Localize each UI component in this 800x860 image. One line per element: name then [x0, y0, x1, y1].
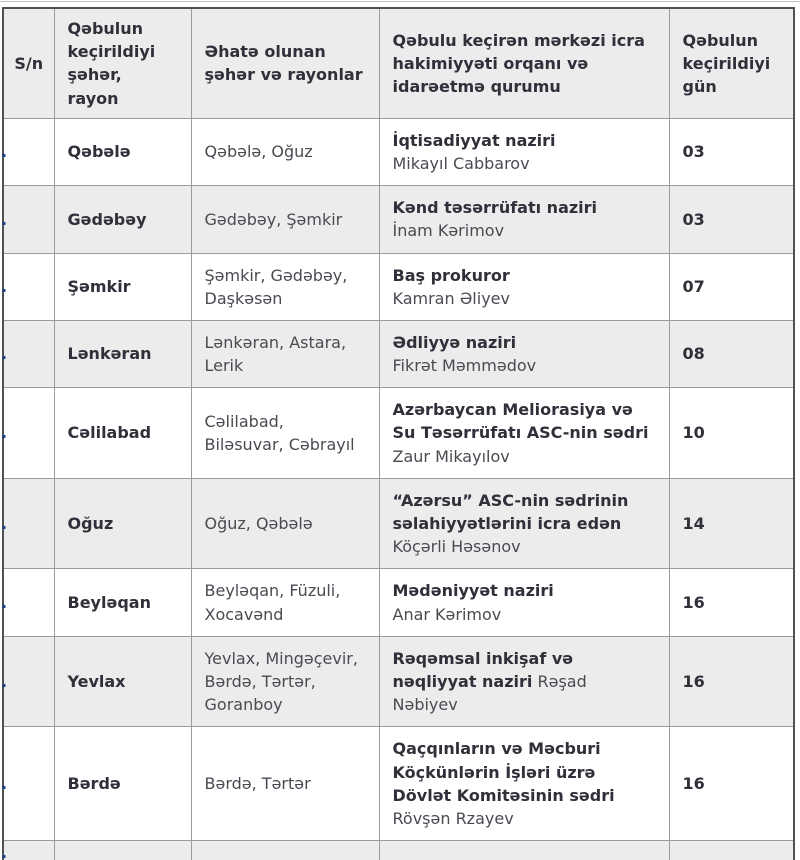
row-number-link[interactable]: . [1, 142, 8, 162]
top-divider [0, 1, 800, 2]
table-row [3, 569, 794, 636]
official-name: İnam Kərimov [392, 221, 505, 241]
cell-sn [3, 320, 54, 387]
cell-authority [379, 388, 669, 479]
covered-districts-label: Şəmkir, Gədəbəy, Daşkəsən [204, 265, 348, 308]
official-name: Kamran Əliyev [392, 288, 510, 308]
table-row [3, 186, 794, 253]
cell-covered-districts [191, 118, 379, 185]
reception-city-label: Yevlax [67, 671, 126, 691]
covered-districts-label: Cəlilabad, Biləsuvar, Cəbrayıl [204, 411, 355, 455]
cell-sn [3, 186, 54, 253]
cell-authority [379, 186, 669, 253]
cell-reception-city [54, 727, 191, 841]
row-number-link[interactable]: . [1, 277, 8, 297]
cell-covered-districts [191, 569, 379, 636]
official-name: Anar Kərimov [392, 604, 502, 624]
cell-authority [379, 727, 669, 841]
table-row-partial [3, 841, 794, 860]
row-number-link[interactable]: . [1, 344, 8, 364]
page [0, 7, 800, 860]
reception-day-label: 03 [682, 142, 705, 162]
cell-reception-day [669, 478, 794, 569]
reception-day-label: 08 [682, 344, 705, 364]
cell-reception-city [54, 636, 191, 727]
official-name: Zaur Mikayılov [392, 446, 510, 466]
partial-cell [669, 841, 794, 860]
reception-day-label: 16 [682, 592, 705, 612]
row-number-link[interactable]: . [1, 671, 8, 691]
cell-sn [3, 727, 54, 841]
official-name: Mikayıl Cabbarov [392, 153, 530, 173]
row-number-link[interactable]: . [1, 592, 8, 612]
cell-authority [379, 478, 669, 569]
cell-reception-day [669, 186, 794, 253]
header-cell-reception-city: Qəbulun keçirildiyi şəhər, rayon [54, 8, 191, 118]
row-number-link[interactable]: . [1, 774, 8, 794]
covered-districts-label: Yevlax, Mingəçevir, Bərdə, Tərtər, Goranboy [204, 648, 358, 715]
cell-covered-districts [191, 253, 379, 320]
official-title: “Azərsu” ASC-nin sədrinin səlahiyyətlərini icra edən [392, 490, 629, 533]
official-name: Köçərli Həsənov [392, 537, 521, 557]
cell-reception-day [669, 636, 794, 727]
reception-day-label: 07 [682, 277, 705, 297]
official-title: İqtisadiyyat naziri [392, 130, 556, 150]
reception-city-label: Qəbələ [67, 142, 131, 162]
cell-reception-city [54, 253, 191, 320]
table-row [3, 388, 794, 479]
cell-authority [379, 320, 669, 387]
cell-reception-city [54, 118, 191, 185]
header-cell-reception-day: Qəbulun keçirildiyi gün [669, 8, 794, 118]
cell-sn [3, 478, 54, 569]
table-row [3, 320, 794, 387]
cell-sn [3, 388, 54, 479]
table-row [3, 478, 794, 569]
covered-districts-label: Oğuz, Qəbələ [204, 514, 313, 533]
cell-authority [379, 569, 669, 636]
partial-cell-sn [3, 841, 54, 860]
covered-districts-label: Gədəbəy, Şəmkir [204, 209, 343, 229]
cell-covered-districts [191, 388, 379, 479]
official-title: Mədəniyyət naziri [392, 581, 554, 601]
official-name: Fikrət Məmmədov [392, 356, 537, 376]
cell-reception-city [54, 186, 191, 253]
reception-city-label: Lənkəran [67, 344, 152, 364]
cell-covered-districts [191, 636, 379, 727]
row-number-link[interactable]: . [1, 423, 8, 443]
reception-schedule-table [2, 7, 795, 860]
cell-sn [3, 118, 54, 185]
reception-day-label: 16 [682, 671, 705, 691]
partial-cell [379, 841, 669, 860]
row-number-link[interactable]: . [1, 209, 8, 229]
official-name: Rəşad Nəbiyev [392, 671, 587, 715]
partial-cell [191, 841, 379, 860]
reception-day-label: 03 [682, 209, 705, 229]
cell-sn [3, 636, 54, 727]
reception-city-label: Cəlilabad [67, 423, 152, 443]
cell-sn [3, 253, 54, 320]
cell-reception-day [669, 320, 794, 387]
official-title: Baş prokuror [392, 265, 510, 285]
table-row [3, 636, 794, 727]
header-cell-authority: Qəbulu keçirən mərkəzi icra hakimiyyəti orqanı və idarəetmə qurumu [379, 8, 669, 118]
official-title: Ədliyyə naziri [392, 332, 517, 352]
header-cell-sn: S/n [3, 8, 54, 118]
official-name: Rövşən Rzayev [392, 808, 514, 828]
official-title: Rəqəmsal inkişaf və nəqliyyat naziri [392, 648, 574, 691]
cell-reception-day [669, 388, 794, 479]
table-body [3, 118, 794, 840]
reception-day-label: 10 [682, 423, 705, 443]
reception-city-label: Şəmkir [67, 277, 131, 297]
cell-authority [379, 636, 669, 727]
reception-city-label: Bərdə [67, 774, 121, 794]
official-title: Kənd təsərrüfatı naziri [392, 198, 598, 218]
row-number-link[interactable]: . [1, 514, 8, 533]
reception-day-label: 14 [682, 514, 705, 533]
header-row [3, 8, 794, 118]
covered-districts-label: Qəbələ, Oğuz [204, 142, 313, 162]
covered-districts-label: Beyləqan, Füzuli, Xocavənd [204, 581, 341, 624]
partial-cell [54, 841, 191, 860]
cell-covered-districts [191, 727, 379, 841]
cell-reception-day [669, 118, 794, 185]
row-number-link[interactable]: . [1, 843, 8, 860]
cell-reception-city [54, 320, 191, 387]
table-row [3, 727, 794, 841]
reception-city-label: Oğuz [67, 514, 114, 533]
cell-reception-city [54, 478, 191, 569]
cell-authority [379, 253, 669, 320]
table-row [3, 253, 794, 320]
cell-reception-city [54, 388, 191, 479]
reception-day-label: 16 [682, 774, 705, 794]
cell-covered-districts [191, 320, 379, 387]
cell-reception-day [669, 727, 794, 841]
covered-districts-label: Bərdə, Tərtər [204, 774, 311, 794]
cell-reception-day [669, 569, 794, 636]
cell-sn [3, 569, 54, 636]
table-row [3, 118, 794, 185]
cell-authority [379, 118, 669, 185]
cell-covered-districts [191, 186, 379, 253]
reception-city-label: Gədəbəy [67, 209, 147, 229]
official-title: Qaçqınların və Məcburi Köçkünlərin İşləri üzrə Dövlət Komitəsinin sədri [392, 739, 615, 805]
cell-reception-city [54, 569, 191, 636]
header-cell-covered-districts: Əhatə olunan şəhər və rayonlar [191, 8, 379, 118]
cell-reception-day [669, 253, 794, 320]
reception-city-label: Beyləqan [67, 592, 151, 612]
covered-districts-label: Lənkəran, Astara, Lerik [204, 332, 347, 376]
official-title: Azərbaycan Meliorasiya və Su Təsərrüfatı ASC-nin sədri [392, 400, 649, 443]
cell-covered-districts [191, 478, 379, 569]
